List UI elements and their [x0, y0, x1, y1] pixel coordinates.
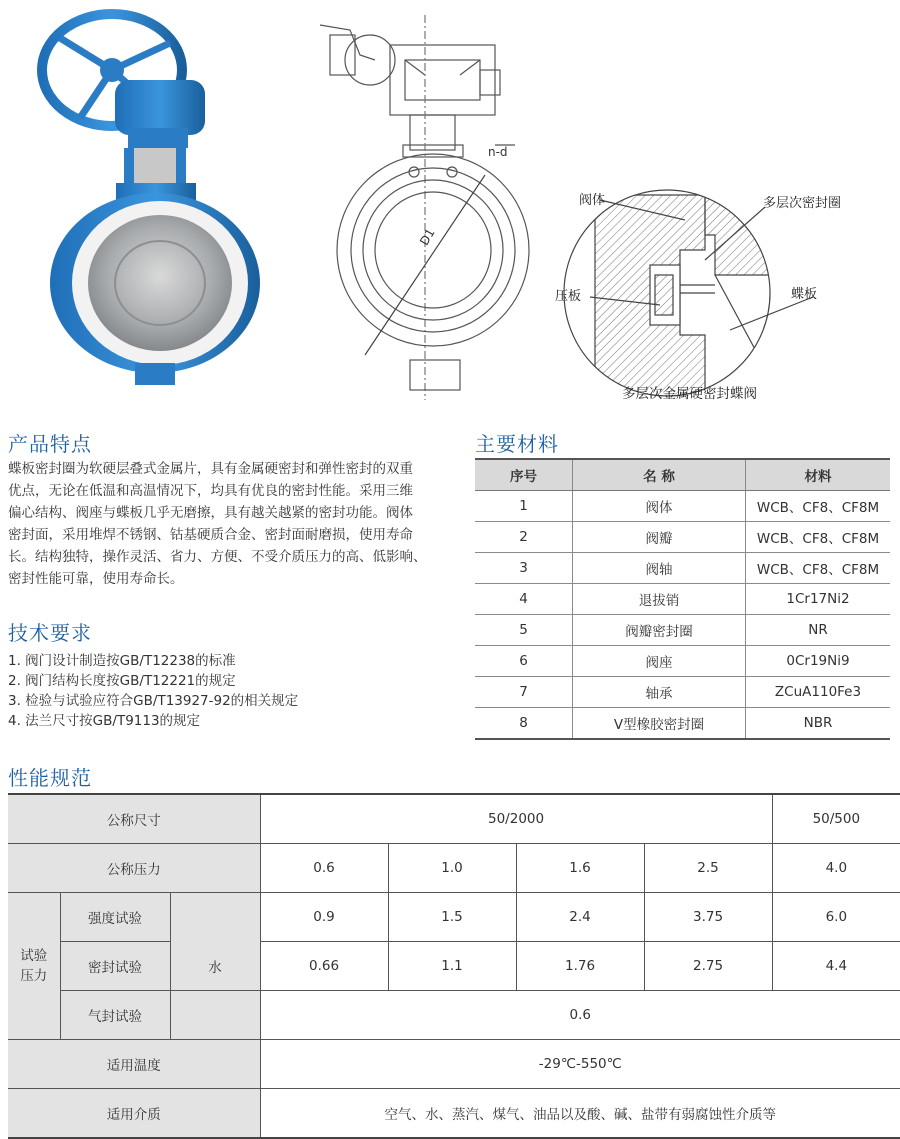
callout-seal-ring: 多层次密封圈 [763, 196, 842, 211]
cell-material: NR [746, 615, 891, 646]
table-row [8, 991, 900, 1040]
dim-d1-label: D1 [417, 226, 438, 248]
dim-nd-label: n-d [488, 145, 508, 159]
air-test-value: 0.6 [260, 991, 900, 1040]
table-row [475, 677, 890, 708]
cell-name: 阀瓣密封圈 [573, 615, 746, 646]
temperature-label: 适用温度 [8, 1040, 260, 1089]
seal-cell: 1.1 [388, 942, 516, 991]
materials-table [475, 458, 890, 740]
callout-body: 阀体 [579, 193, 606, 208]
callout-disc: 蝶板 [791, 287, 818, 302]
cell-material: WCB、CF8、CF8M [746, 491, 891, 522]
table-row [8, 1040, 900, 1089]
seal-detail-drawing [555, 175, 895, 405]
materials-title: 主要材料 [475, 432, 559, 456]
tech-item: 2. 阀门结构长度按GB/T12221的规定 [8, 673, 236, 689]
cell-material: ZCuA110Fe3 [746, 677, 891, 708]
materials-header-material: 材料 [746, 459, 891, 491]
features-line: 密封性能可靠，使用寿命长。 [8, 571, 184, 587]
seal-cell: 0.66 [260, 942, 388, 991]
nominal-size-b: 50/500 [772, 794, 900, 844]
features-line: 长。结构独特，操作灵活、省力、方便、不受介质压力的高、低影响、 [8, 549, 427, 565]
valve-photo [20, 8, 260, 388]
cell-name: 阀轴 [573, 553, 746, 584]
cell-no: 2 [475, 522, 573, 553]
cell-material: NBR [746, 708, 891, 740]
cell-name: 轴承 [573, 677, 746, 708]
table-row [8, 794, 900, 844]
pressure-cell: 1.0 [388, 844, 516, 893]
cell-name: 阀座 [573, 646, 746, 677]
table-row [475, 522, 890, 553]
table-row [475, 584, 890, 615]
features-line: 优点，无论在低温和高温情况下，均具有优良的密封性能。采用三维 [8, 483, 413, 499]
strength-cell: 0.9 [260, 893, 388, 942]
dimension-drawing [315, 15, 545, 400]
cell-no: 4 [475, 584, 573, 615]
callout-plate: 压板 [555, 289, 582, 304]
pressure-cell: 4.0 [772, 844, 900, 893]
strength-cell: 6.0 [772, 893, 900, 942]
cell-no: 6 [475, 646, 573, 677]
table-row [475, 553, 890, 584]
temperature-value: -29℃-550℃ [260, 1040, 900, 1089]
performance-title: 性能规范 [8, 766, 92, 790]
tech-item: 1. 阀门设计制造按GB/T12238的标准 [8, 653, 236, 669]
strength-test-label: 强度试验 [60, 893, 170, 942]
air-test-label: 气封试验 [60, 991, 170, 1040]
cell-no: 7 [475, 677, 573, 708]
cell-material: WCB、CF8、CF8M [746, 553, 891, 584]
performance-table [8, 793, 900, 1139]
features-title: 产品特点 [8, 432, 92, 456]
media-label: 适用介质 [8, 1089, 260, 1139]
pressure-cell: 1.6 [516, 844, 644, 893]
features-line: 偏心结构、阀座与蝶板几乎无磨擦，具有越关越紧的密封功能。阀体 [8, 505, 413, 521]
cell-material: 1Cr17Ni2 [746, 584, 891, 615]
cell-no: 8 [475, 708, 573, 740]
table-row [8, 942, 900, 991]
features-paragraph [8, 458, 458, 590]
cell-no: 5 [475, 615, 573, 646]
cell-no: 3 [475, 553, 573, 584]
medium-water: 水 [170, 942, 260, 991]
nominal-size-a: 50/2000 [260, 794, 772, 844]
seal-cell: 2.75 [644, 942, 772, 991]
table-row [475, 646, 890, 677]
strength-cell: 3.75 [644, 893, 772, 942]
cell-name: 退拔销 [573, 584, 746, 615]
cell-material: 0Cr19Ni9 [746, 646, 891, 677]
features-line: 密封面，采用堆焊不锈钢、钴基硬质合金、密封面耐磨损，使用寿命 [8, 527, 413, 543]
performance-table-wrap [8, 793, 900, 1139]
materials-header-name: 名 称 [573, 459, 746, 491]
test-pressure-label: 试验 压力 [8, 893, 60, 1040]
cell-name: 阀体 [573, 491, 746, 522]
cell-material: WCB、CF8、CF8M [746, 522, 891, 553]
materials-header-row [475, 459, 890, 491]
features-line: 蝶板密封圈为软硬层叠式金属片，具有金属硬密封和弹性密封的双重 [8, 461, 413, 477]
pressure-cell: 2.5 [644, 844, 772, 893]
tech-item: 4. 法兰尺寸按GB/T9113的规定 [8, 713, 201, 729]
seal-cell: 1.76 [516, 942, 644, 991]
cell-no: 1 [475, 491, 573, 522]
seal-cell: 4.4 [772, 942, 900, 991]
seal-test-label: 密封试验 [60, 942, 170, 991]
nominal-pressure-label: 公称压力 [8, 844, 260, 893]
tech-item: 3. 检验与试验应符合GB/T13927-92的相关规定 [8, 693, 299, 709]
drawing-caption: 多层次金属硬密封蝶阀 [622, 386, 757, 402]
pressure-cell: 0.6 [260, 844, 388, 893]
table-row [475, 615, 890, 646]
tech-list [8, 651, 458, 731]
nominal-size-label: 公称尺寸 [8, 794, 260, 844]
materials-header-no: 序号 [475, 459, 573, 491]
table-row [8, 893, 900, 942]
table-row [475, 491, 890, 522]
tech-title: 技术要求 [8, 621, 92, 645]
table-row [8, 844, 900, 893]
strength-medium [170, 893, 260, 942]
air-medium [170, 991, 260, 1040]
media-value: 空气、水、蒸汽、煤气、油品以及酸、碱、盐带有弱腐蚀性介质等 [260, 1089, 900, 1139]
table-row [8, 1089, 900, 1139]
cell-name: 阀瓣 [573, 522, 746, 553]
strength-cell: 1.5 [388, 893, 516, 942]
table-row [475, 708, 890, 740]
strength-cell: 2.4 [516, 893, 644, 942]
materials-table-wrap [475, 458, 890, 740]
cell-name: V型橡胶密封圈 [573, 708, 746, 740]
